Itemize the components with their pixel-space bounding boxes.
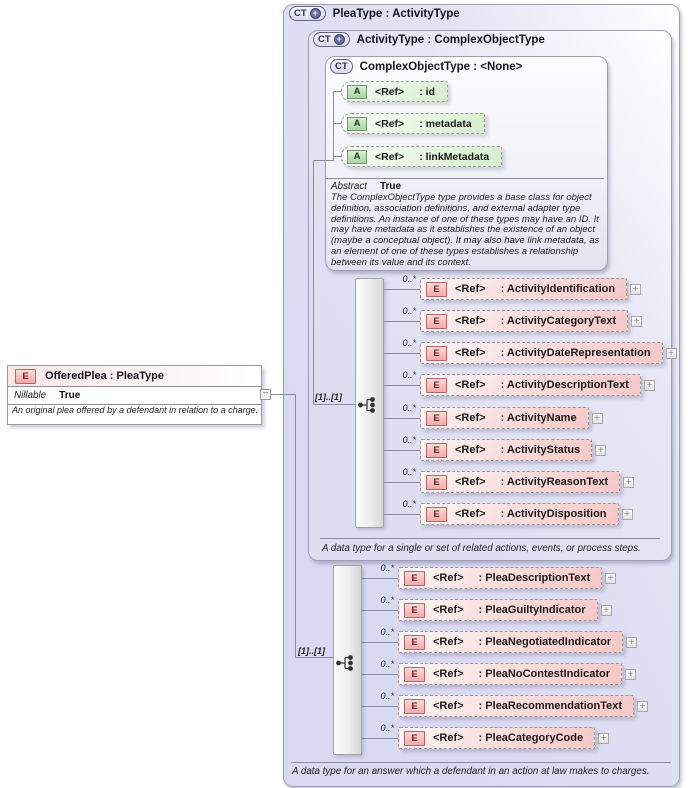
attribute-ref: <Ref> bbox=[375, 117, 405, 130]
occurrence-label: 0..* bbox=[380, 659, 394, 669]
attribute-name: : linkMetadata bbox=[419, 150, 490, 163]
element-row-plea-negotiated-indicator bbox=[380, 627, 637, 653]
cardinality-label: [1]..[1] bbox=[315, 392, 342, 402]
element-row-activity-description-text bbox=[402, 370, 655, 396]
attribute-box[interactable] bbox=[341, 113, 485, 134]
attribute-name: : metadata bbox=[419, 117, 472, 130]
element-badge: E bbox=[404, 667, 425, 682]
attribute-row-link-metadata bbox=[341, 146, 502, 167]
sequence-icon bbox=[335, 654, 357, 672]
element-ref: <Ref> bbox=[455, 476, 486, 488]
expand-icon[interactable]: + bbox=[592, 413, 603, 424]
expand-icon[interactable]: + bbox=[598, 733, 609, 744]
expand-icon[interactable]: + bbox=[637, 701, 648, 712]
element-box[interactable] bbox=[398, 695, 634, 717]
element-box[interactable] bbox=[420, 374, 641, 396]
element-badge: E bbox=[426, 443, 447, 458]
occurrence-label: 0..* bbox=[380, 595, 394, 605]
occurrence-label: 0..* bbox=[402, 370, 416, 380]
element-row-activity-identification bbox=[402, 274, 641, 300]
sequence-icon bbox=[357, 396, 379, 414]
element-box[interactable] bbox=[398, 567, 602, 589]
element-badge: E bbox=[404, 571, 425, 586]
element-box[interactable] bbox=[420, 407, 589, 429]
element-name: : PleaNegotiatedIndicator bbox=[478, 636, 612, 648]
abstract-value: True bbox=[379, 181, 402, 192]
element-badge: E bbox=[426, 378, 447, 393]
element-ref: <Ref> bbox=[455, 508, 486, 520]
element-ref: <Ref> bbox=[433, 604, 464, 616]
element-name: : ActivityCategoryText bbox=[500, 315, 617, 327]
element-name: : ActivityName bbox=[500, 412, 577, 424]
plea-type-annotation: A data type for an answer which a defendant in an action at law makes to charges. bbox=[292, 766, 650, 777]
expand-icon[interactable]: + bbox=[595, 445, 606, 456]
expand-icon[interactable]: + bbox=[625, 669, 636, 680]
element-box[interactable] bbox=[420, 503, 619, 525]
element-row-activity-date-representation bbox=[402, 338, 677, 364]
element-ref: <Ref> bbox=[433, 700, 464, 712]
ct-badge-label: CT bbox=[335, 61, 348, 72]
element-box[interactable] bbox=[420, 471, 620, 493]
element-ref: <Ref> bbox=[455, 379, 486, 391]
attribute-badge: A bbox=[347, 150, 367, 164]
element-box[interactable] bbox=[398, 727, 595, 749]
occurrence-label: 0..* bbox=[380, 627, 394, 637]
element-box[interactable] bbox=[398, 631, 623, 653]
expand-icon[interactable]: + bbox=[601, 605, 612, 616]
element-badge: E bbox=[426, 346, 447, 361]
occurrence-label: 0..* bbox=[380, 563, 394, 573]
attribute-badge: A bbox=[347, 85, 367, 99]
element-box[interactable] bbox=[420, 342, 663, 364]
occurrence-label: 0..* bbox=[380, 723, 394, 733]
element-badge: E bbox=[426, 507, 447, 522]
offered-plea-title: OfferedPlea : PleaType bbox=[45, 370, 165, 382]
divider bbox=[8, 404, 261, 405]
element-box[interactable] bbox=[420, 439, 592, 461]
element-ref: <Ref> bbox=[455, 412, 486, 424]
ct-badge-label: CT bbox=[318, 34, 331, 45]
offered-plea-annotation: An original plea offered by a defendant in relation to a charge. bbox=[12, 405, 259, 415]
occurrence-label: 0..* bbox=[380, 691, 394, 701]
element-name: : ActivityReasonText bbox=[500, 476, 609, 488]
element-badge: E bbox=[426, 475, 447, 490]
expand-icon[interactable]: + bbox=[630, 284, 641, 295]
element-row-plea-no-contest-indicator bbox=[380, 659, 636, 685]
abstract-label: Abstract bbox=[331, 181, 367, 192]
occurrence-label: 0..* bbox=[402, 467, 416, 477]
element-badge: E bbox=[15, 369, 36, 384]
element-ref: <Ref> bbox=[455, 347, 486, 359]
occurrence-label: 0..* bbox=[402, 403, 416, 413]
element-row-plea-guilty-indicator bbox=[380, 595, 612, 621]
element-row-activity-status bbox=[402, 435, 606, 461]
element-ref: <Ref> bbox=[455, 444, 486, 456]
offered-plea-header bbox=[8, 366, 261, 386]
attribute-ref: <Ref> bbox=[375, 85, 405, 98]
element-row-plea-recommendation-text bbox=[380, 691, 648, 717]
element-row-plea-description-text bbox=[380, 563, 616, 589]
element-name: : ActivityDateRepresentation bbox=[500, 347, 651, 359]
activity-type-title: ActivityType : ComplexObjectType bbox=[356, 33, 545, 46]
element-name: : ActivityDisposition bbox=[500, 508, 607, 520]
element-box[interactable] bbox=[420, 278, 627, 300]
nillable-label: Nillable bbox=[14, 389, 47, 401]
activity-type-annotation: A data type for a single or set of related actions, events, or process steps. bbox=[322, 543, 641, 554]
collapse-icon[interactable]: − bbox=[260, 389, 271, 400]
attribute-badge: A bbox=[347, 117, 367, 131]
attribute-name: : id bbox=[419, 85, 435, 98]
occurrence-label: 0..* bbox=[402, 435, 416, 445]
element-ref: <Ref> bbox=[455, 283, 486, 295]
plea-type-title: PleaType : ActivityType bbox=[332, 7, 460, 20]
divider bbox=[8, 386, 261, 387]
occurrence-label: 0..* bbox=[402, 499, 416, 509]
expand-icon[interactable]: + bbox=[626, 637, 637, 648]
offered-plea-element[interactable] bbox=[7, 365, 262, 425]
element-ref: <Ref> bbox=[433, 572, 464, 584]
attribute-box[interactable] bbox=[341, 81, 448, 102]
expand-icon[interactable]: + bbox=[623, 477, 634, 488]
expand-icon[interactable]: + bbox=[622, 509, 633, 520]
attribute-row-metadata bbox=[341, 113, 485, 134]
element-name: : ActivityStatus bbox=[500, 444, 581, 456]
element-box[interactable] bbox=[398, 663, 622, 685]
occurrence-label: 0..* bbox=[402, 338, 416, 348]
attribute-box[interactable] bbox=[341, 146, 502, 167]
ct-badge-label: CT bbox=[294, 8, 307, 19]
expand-icon[interactable]: + bbox=[666, 348, 677, 359]
element-badge: E bbox=[426, 411, 447, 426]
expand-icon[interactable]: + bbox=[605, 573, 616, 584]
attribute-row-id bbox=[341, 81, 448, 102]
element-badge: E bbox=[404, 603, 425, 618]
element-box[interactable] bbox=[398, 599, 598, 621]
element-row-activity-disposition bbox=[402, 499, 633, 525]
element-ref: <Ref> bbox=[433, 732, 464, 744]
element-ref: <Ref> bbox=[433, 636, 464, 648]
element-badge: E bbox=[404, 699, 425, 714]
expand-icon[interactable]: + bbox=[631, 316, 642, 327]
ct-plus-icon: + bbox=[310, 8, 321, 19]
occurrence-label: 0..* bbox=[402, 274, 416, 284]
nillable-row bbox=[8, 387, 261, 403]
element-row-activity-category-text bbox=[402, 306, 642, 332]
attribute-ref: <Ref> bbox=[375, 150, 405, 163]
element-ref: <Ref> bbox=[455, 315, 486, 327]
expand-icon[interactable]: + bbox=[644, 380, 655, 391]
element-name: : ActivityIdentification bbox=[500, 283, 616, 295]
element-name: : PleaDescriptionText bbox=[478, 572, 591, 584]
element-row-plea-category-code bbox=[380, 723, 609, 749]
element-name: : PleaGuiltyIndicator bbox=[478, 604, 586, 616]
element-badge: E bbox=[404, 635, 425, 650]
complex-object-type-annotation: The ComplexObjectType type provides a base class for object definition, association definitions, and external adapter type definitions. An instance of one of these types may have an ID. It may have metadata as it establishes the existence of an object (maybe a conceptual object). It may also have link metadata, as an element of one of these types establishes a relationship between its value and its context. bbox=[331, 192, 600, 268]
element-badge: E bbox=[404, 731, 425, 746]
element-name: : PleaCategoryCode bbox=[478, 732, 584, 744]
element-row-activity-reason-text bbox=[402, 467, 634, 493]
element-ref: <Ref> bbox=[433, 668, 464, 680]
element-name: : PleaRecommendationText bbox=[478, 700, 623, 712]
element-row-activity-name bbox=[402, 403, 603, 429]
complex-object-type-title: ComplexObjectType : <None> bbox=[359, 60, 523, 73]
element-badge: E bbox=[426, 314, 447, 329]
cardinality-label: [1]..[1] bbox=[298, 646, 325, 656]
occurrence-label: 0..* bbox=[402, 306, 416, 316]
element-name: : PleaNoContestIndicator bbox=[478, 668, 610, 680]
ct-plus-icon: + bbox=[334, 34, 345, 45]
nillable-value: True bbox=[59, 389, 81, 401]
element-box[interactable] bbox=[420, 310, 628, 332]
element-badge: E bbox=[426, 282, 447, 297]
element-name: : ActivityDescriptionText bbox=[500, 379, 629, 391]
